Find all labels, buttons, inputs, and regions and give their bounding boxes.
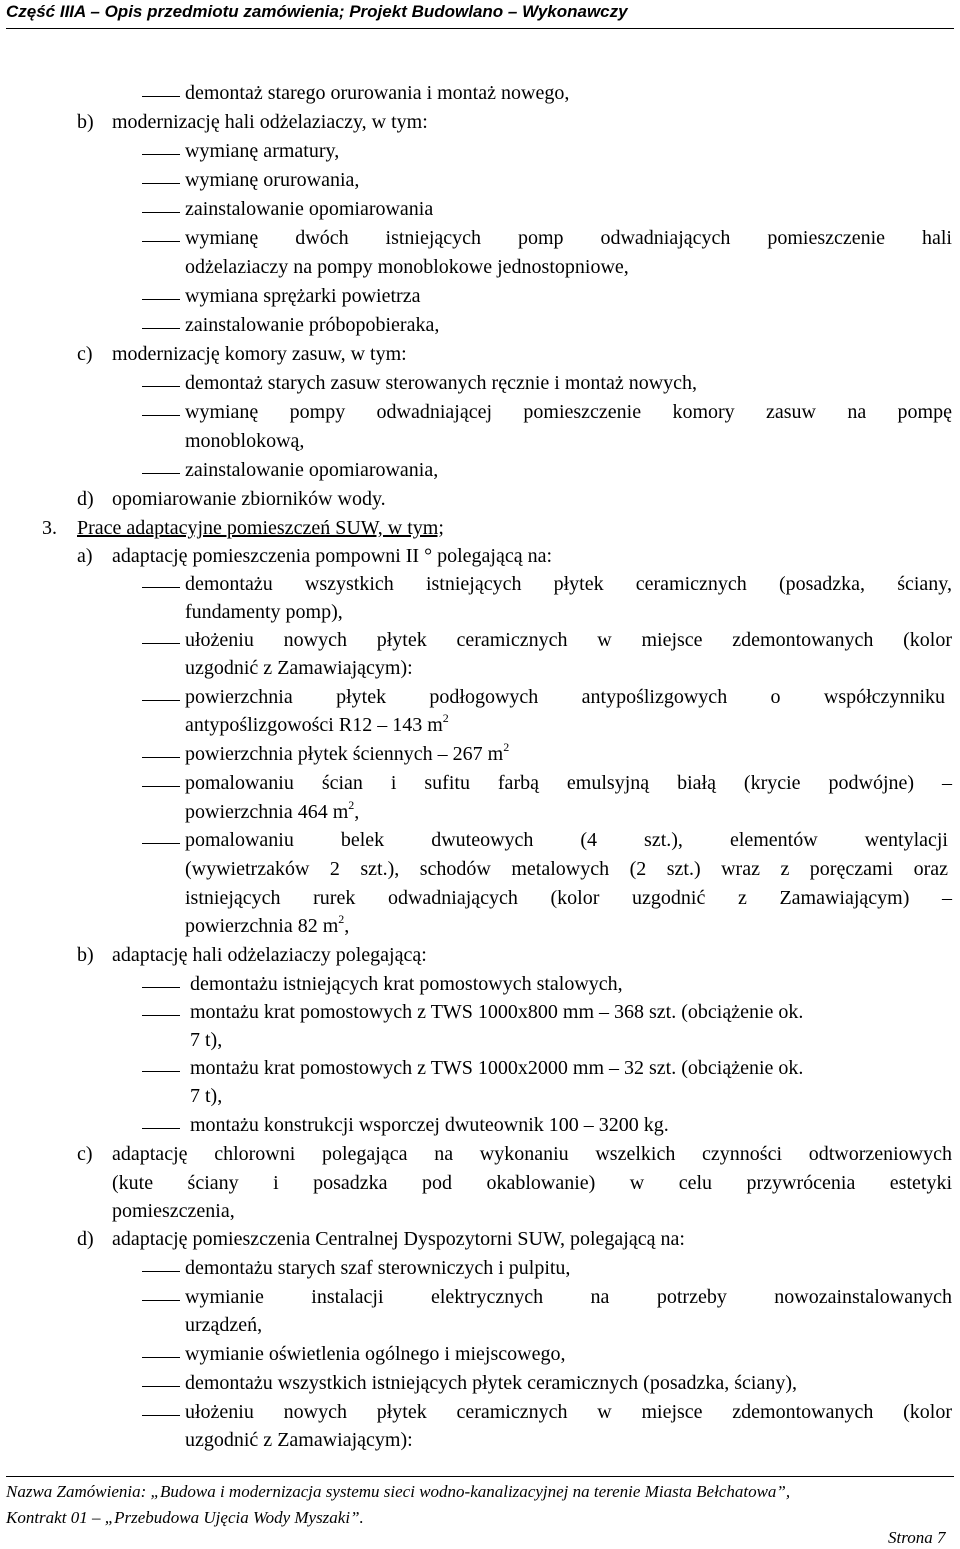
dash-bullet	[142, 1271, 180, 1272]
dash-bullet	[142, 299, 180, 300]
text-line: demontaż starych zasuw sterowanych ręcznie i montaż nowych,	[185, 372, 698, 394]
dash-bullet	[142, 1386, 180, 1387]
dash-bullet	[142, 241, 180, 242]
footer-contract-number: Kontrakt 01 – „Przebudowa Ujęcia Wody Myszaki”.	[6, 1508, 364, 1527]
dash-bullet	[142, 415, 180, 416]
superscript: 2	[348, 798, 355, 812]
footer-contract-name: Nazwa Zamówienia: „Budowa i modernizacja systemu sieci wodno-kanalizacyjnej na terenie Miasta Bełchatowa”,	[6, 1482, 791, 1501]
dash-bullet	[142, 212, 180, 213]
text-line	[185, 713, 449, 737]
dash-bullet	[142, 386, 180, 387]
dash-bullet	[142, 96, 180, 97]
list-label-b: b)	[77, 944, 94, 966]
text-line: (kute ściany i posadzka pod okablowanie) w celu przywrócenia estetyki	[112, 1172, 952, 1194]
list-label-d: d)	[77, 1228, 94, 1250]
dash-bullet	[142, 1071, 180, 1072]
dash-bullet	[142, 587, 180, 588]
text-line: ułożeniu nowych płytek ceramicznych w miejsce zdemontowanych (kolor	[185, 629, 952, 651]
dash-bullet	[142, 1415, 180, 1416]
dash-bullet	[142, 786, 180, 787]
text-line: istniejących rurek odwadniających (kolor uzgodnić z Zamawiającym) –	[185, 887, 952, 909]
text-line: monoblokową,	[185, 430, 305, 452]
dash-bullet	[142, 183, 180, 184]
text-fragment: powierzchnia 464 m	[185, 801, 349, 823]
dash-bullet	[142, 1128, 180, 1129]
text-line: adaptację hali odżelaziaczy polegającą:	[112, 944, 427, 966]
dash-bullet	[142, 843, 180, 844]
list-label-c: c)	[77, 1143, 93, 1165]
dash-bullet	[142, 328, 180, 329]
text-line: demontażu istniejących krat pomostowych stalowych,	[190, 973, 623, 995]
text-line: uzgodnić z Zamawiającym):	[185, 1429, 413, 1451]
text-line: montażu krat pomostowych z TWS 1000x2000 mm – 32 szt. (obciążenie ok.	[190, 1057, 804, 1079]
text-line: wymianę orurowania,	[185, 169, 360, 191]
text-fragment: powierzchnia płytek ściennych – 267 m	[185, 743, 504, 765]
text-line: wymianę armatury,	[185, 140, 340, 162]
list-label-b: b)	[77, 111, 94, 133]
text-line: adaptację pomieszczenia Centralnej Dyspozytorni SUW, polegającą na:	[112, 1228, 685, 1250]
page-footer	[6, 1476, 954, 1527]
text-line	[185, 914, 349, 938]
dash-bullet	[142, 757, 180, 758]
text-fragment: antypoślizgowości R12 – 143 m	[185, 714, 443, 736]
text-line: demontaż starego orurowania i montaż nowego,	[185, 82, 570, 104]
text-line: powierzchnia płytek podłogowych antypoślizgowych o współczynniku	[185, 686, 945, 708]
text-line: zainstalowanie opomiarowania,	[185, 459, 439, 481]
text-line: wymianę dwóch istniejących pomp odwadniających pomieszczenie hali	[185, 227, 952, 249]
text-fragment: ,	[344, 915, 350, 937]
dash-bullet	[142, 154, 180, 155]
superscript: 2	[338, 912, 345, 926]
superscript: 2	[503, 740, 510, 754]
section-number: 3.	[42, 517, 57, 539]
text-line	[185, 800, 359, 824]
dash-bullet	[142, 643, 180, 644]
text-line: 7 t),	[190, 1085, 223, 1107]
text-line: adaptację pomieszczenia pompowni II ° polegającą na:	[112, 545, 553, 567]
list-label-c: c)	[77, 343, 93, 365]
dash-bullet	[142, 987, 180, 988]
text-line: fundamenty pomp),	[185, 601, 343, 623]
text-line: montażu krat pomostowych z TWS 1000x800 mm – 368 szt. (obciążenie ok.	[190, 1001, 804, 1023]
text-fragment: powierzchnia 82 m	[185, 915, 339, 937]
page-number: Strona 7	[888, 1528, 946, 1547]
list-label-d: d)	[77, 488, 94, 510]
list-label-a: a)	[77, 545, 93, 567]
dash-bullet	[142, 473, 180, 474]
text-line: wymiana sprężarki powietrza	[185, 285, 421, 307]
text-line: ułożeniu nowych płytek ceramicznych w miejsce zdemontowanych (kolor	[185, 1401, 952, 1423]
dash-bullet	[142, 700, 180, 701]
text-line: pomalowaniu belek dwuteowych (4 szt.), elementów wentylacji	[185, 829, 948, 851]
text-line: demontażu starych szaf sterowniczych i pulpitu,	[185, 1257, 571, 1279]
text-line: odżelaziaczy na pompy monoblokowe jednostopniowe,	[185, 256, 629, 278]
text-line: wymianę pompy odwadniającej pomieszczenie komory zasuw na pompę	[185, 401, 952, 423]
text-line: uzgodnić z Zamawiającym):	[185, 657, 413, 679]
text-line: wymianie oświetlenia ogólnego i miejscowego,	[185, 1343, 566, 1365]
text-line: demontażu wszystkich istniejących płytek ceramicznych (posadzka, ściany,	[185, 573, 952, 595]
text-line: montażu konstrukcji wsporczej dwuteownik 100 – 3200 kg.	[190, 1114, 669, 1136]
text-line: 7 t),	[190, 1029, 223, 1051]
text-line: zainstalowanie opomiarowania	[185, 198, 434, 220]
text-line: zainstalowanie próbopobieraka,	[185, 314, 440, 336]
text-line: wymianie instalacji elektrycznych na potrzeby nowozainstalowanych	[185, 1286, 952, 1308]
dash-bullet	[142, 1300, 180, 1301]
text-line: (wywietrzaków 2 szt.), schodów metalowych (2 szt.) wraz z poręczami oraz	[185, 858, 948, 880]
text-line: pomieszczenia,	[112, 1200, 235, 1222]
text-line: urządzeń,	[185, 1314, 263, 1336]
text-line: adaptację chlorowni polegająca na wykonaniu wszelkich czynności odtworzeniowych	[112, 1143, 952, 1165]
section-heading: Prace adaptacyjne pomieszczeń SUW, w tym;	[77, 517, 444, 539]
page-header	[6, 0, 954, 29]
text-line: modernizację komory zasuw, w tym:	[112, 343, 407, 365]
text-line: modernizację hali odżelaziaczy, w tym:	[112, 111, 428, 133]
dash-bullet	[142, 1015, 180, 1016]
text-line: opomiarowanie zbiorników wody.	[112, 488, 386, 510]
header-title: Część IIIA – Opis przedmiotu zamówienia; Projekt Budowlano – Wykonawczy	[6, 2, 628, 21]
text-line: pomalowaniu ścian i sufitu farbą emulsyjną białą (krycie podwójne) –	[185, 772, 952, 794]
superscript: 2	[442, 711, 449, 725]
dash-bullet	[142, 1357, 180, 1358]
text-fragment: ,	[354, 801, 360, 823]
text-line	[185, 742, 509, 766]
text-line: demontażu wszystkich istniejących płytek ceramicznych (posadzka, ściany),	[185, 1372, 797, 1394]
